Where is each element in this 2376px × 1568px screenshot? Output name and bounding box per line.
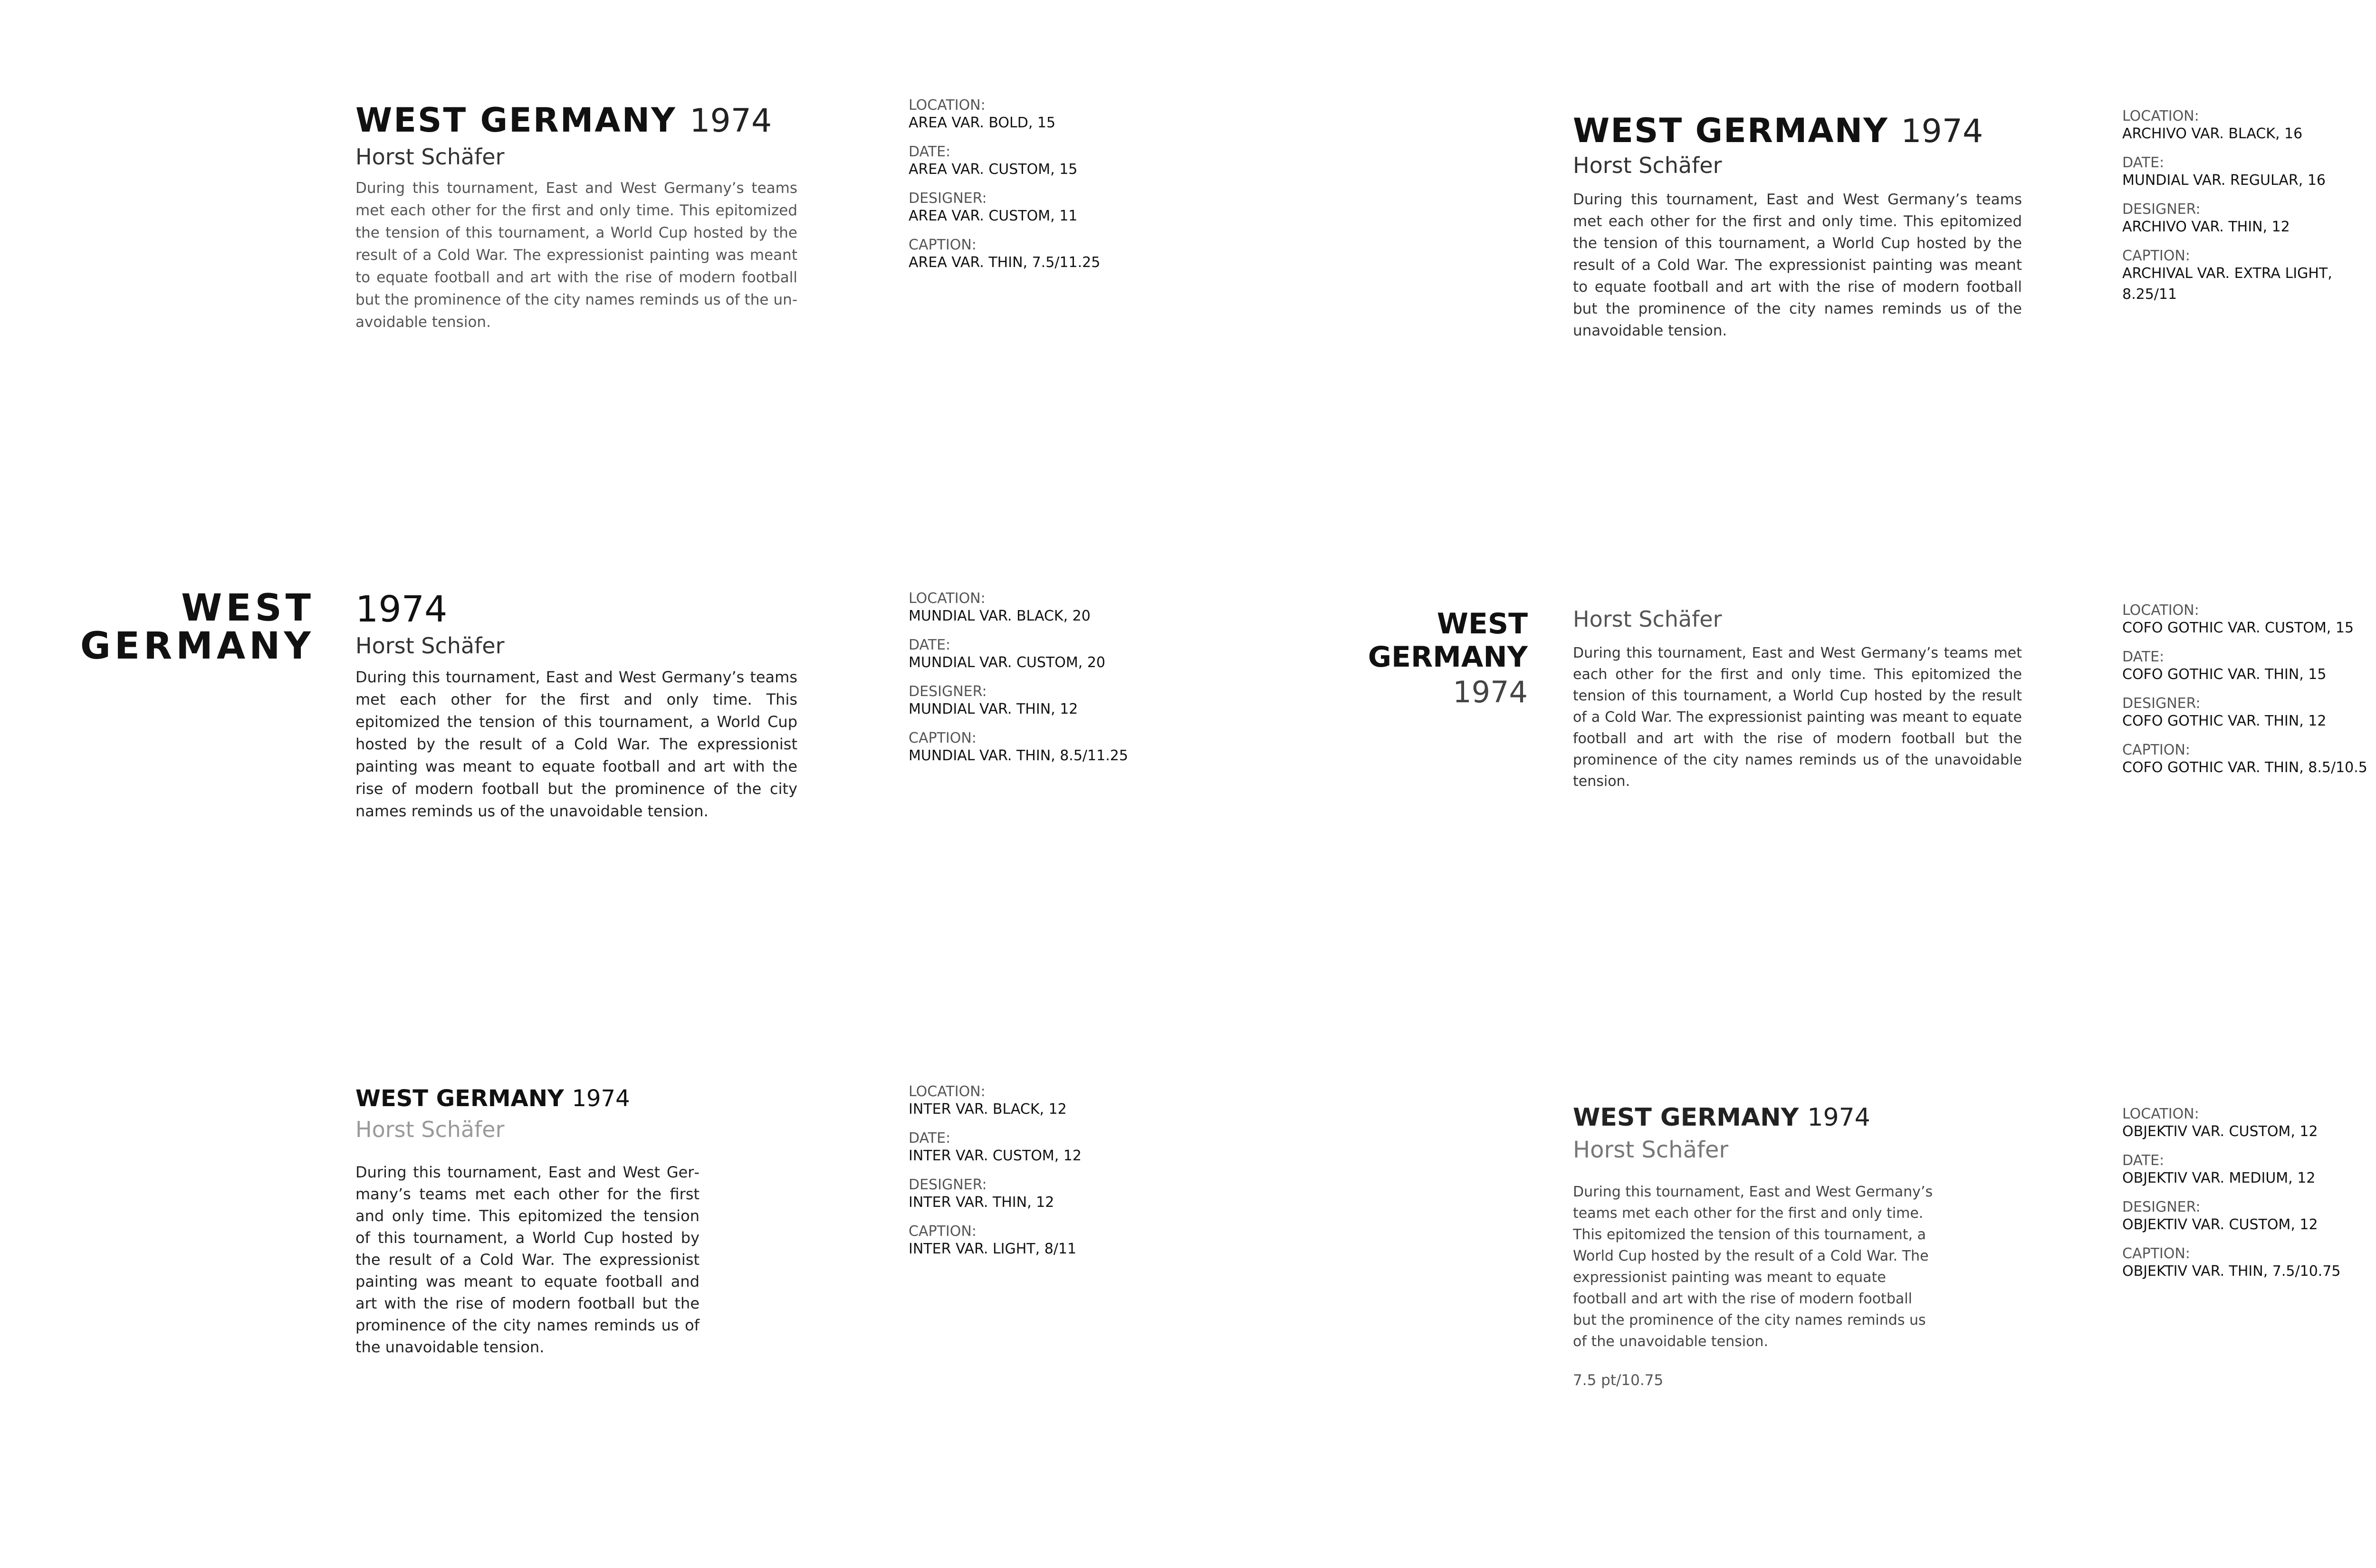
spec-value-location: ARCHIVO VAR. BLACK, 16 [2122, 125, 2303, 142]
designer-name: Horst Schäfer [355, 1117, 505, 1142]
date-year: 1974 [1901, 113, 1983, 150]
spec-label-designer: DESIGNER: [2122, 1199, 2201, 1215]
spec-label-location: LOCATION: [909, 1083, 986, 1100]
designer-name: Horst Schäfer [1573, 153, 1722, 178]
date-year: 1974 [1807, 1103, 1870, 1132]
spec-value-designer: MUNDIAL VAR. THIN, 12 [909, 701, 1078, 717]
spec-list-mundial [909, 592, 1175, 766]
spec-label-date: DATE: [2122, 154, 2165, 171]
spec-value-date: COFO GOTHIC VAR. THIN, 15 [2122, 666, 2327, 683]
designer-name: Horst Schäfer [355, 144, 505, 170]
location-title-line1: WEST [181, 587, 315, 630]
spec-label-location: LOCATION: [2122, 108, 2199, 124]
location-title-line1: WEST [1437, 607, 1528, 641]
spec-label-date: DATE: [2122, 1152, 2165, 1169]
designer-name: Horst Schäfer [1573, 606, 1722, 632]
spec-label-location: LOCATION: [909, 590, 986, 607]
location-title-stacked [1354, 607, 1528, 710]
spec-label-date: DATE: [909, 637, 951, 653]
caption-text: During this tournament, East and West Germany’s teams met each other for the first and only time. This epitomized the tension of this tournament, a World Cup hosted by the result of a Cold War. The expressionist painting was meant to equate football and art with the rise of modern football but the prominence of the city names reminds us of the unavoidable tension. [355, 180, 797, 331]
date-year: 1974 [355, 588, 448, 630]
spec-label-caption: CAPTION: [909, 237, 977, 253]
spec-label-designer: DESIGNER: [909, 683, 987, 700]
spec-value-designer: INTER VAR. THIN, 12 [909, 1194, 1054, 1211]
spec-label-location: LOCATION: [2122, 602, 2199, 619]
designer-name: Horst Schäfer [1573, 1137, 1729, 1163]
designer-name: Horst Schäfer [355, 633, 505, 659]
date-year: 1974 [572, 1085, 630, 1112]
spec-value-location: OBJEKTIV VAR. CUSTOM, 12 [2122, 1123, 2318, 1140]
spec-value-designer: OBJEKTIV VAR. CUSTOM, 12 [2122, 1216, 2318, 1233]
spec-list-archivo [2122, 109, 2376, 305]
spec-value-date: MUNDIAL VAR. REGULAR, 16 [2122, 172, 2326, 189]
date-year: 1974 [690, 102, 772, 140]
spec-value-date: AREA VAR. CUSTOM, 15 [909, 161, 1078, 178]
specimen-cofo-gothic [1573, 608, 2022, 792]
caption-text: During this tournament, East and West Germany’s teams met each other for the first and only time. This epitomized the tension of this tournament, a World Cup hosted by the result of a Cold War. The expressionist painting was meant to equate football and art with the rise of modern football but the prominence of the city names reminds us of the unavoidable tension. [1573, 191, 2022, 339]
spec-label-caption: CAPTION: [2122, 248, 2190, 264]
spec-value-caption: OBJEKTIV VAR. THIN, 7.5/10.75 [2122, 1263, 2341, 1280]
spec-label-designer: DESIGNER: [909, 190, 987, 207]
spec-list-cofo-gothic [2122, 603, 2376, 778]
location-title-stacked [71, 587, 315, 668]
location-title-line2: GERMANY [1368, 641, 1528, 674]
location-title: WEST GERMANY 1974 [1573, 1103, 1870, 1132]
spec-value-date: MUNDIAL VAR. CUSTOM, 20 [909, 654, 1105, 671]
specimen-mundial [355, 588, 797, 822]
caption-text: During this tournament, East and West Germany’s teams met each other for the first and only time. This epitomized the tension of this tournament, a World Cup hosted by the result of a Cold War. The expressionist painting was meant to equate football and art with the rise of modern football but the prominence of the city names reminds us of the unavoidable tension. [1573, 645, 2022, 790]
date-year: 1974 [1453, 675, 1528, 709]
spec-label-designer: DESIGNER: [2122, 201, 2201, 218]
specimen-objektiv [1573, 1105, 1934, 1388]
spec-value-location: INTER VAR. BLACK, 12 [909, 1101, 1067, 1118]
spec-list-inter [909, 1085, 1175, 1260]
spec-label-designer: DESIGNER: [909, 1176, 987, 1193]
spec-label-caption: CAPTION: [909, 730, 977, 746]
specimen-area [355, 101, 797, 334]
spec-list-objektiv [2122, 1107, 2376, 1282]
spec-value-caption: MUNDIAL VAR. THIN, 8.5/11.25 [909, 747, 1128, 764]
location-title-line2: GERMANY [80, 625, 315, 668]
specimen-inter [355, 1087, 699, 1358]
spec-label-date: DATE: [2122, 649, 2165, 665]
caption-text: During this tournament, East and West Germany’s teams met each other for the first and only time. This epitomized the tension of this tournament, a World Cup hosted by the result of a Cold War. The expressionist painting was meant to equate football and art with the rise of modern football but the prominence of the city names reminds us of the unavoidable tension. [1573, 1184, 1933, 1350]
spec-value-location: COFO GOTHIC VAR. CUSTOM, 15 [2122, 620, 2354, 636]
caption-size-note: 7.5 pt/10.75 [1573, 1372, 1664, 1389]
location-title: WEST GERMANY 1974 [1573, 111, 1983, 150]
spec-value-designer: ARCHIVO VAR. THIN, 12 [2122, 219, 2290, 235]
spec-label-location: LOCATION: [909, 97, 986, 114]
spec-value-designer: COFO GOTHIC VAR. THIN, 12 [2122, 713, 2327, 729]
spec-list-area [909, 98, 1175, 273]
caption-text: During this tournament, East and West Germany’s teams met each other for the first and only time. This epitomized the tension of this tournament, a World Cup hosted by the result of a Cold War. The expressionist painting was meant to equate football and art with the rise of modern football but the prominence of the city names reminds us of the unavoidable tension. [355, 1163, 699, 1356]
spec-label-caption: CAPTION: [909, 1223, 977, 1240]
caption-text: During this tournament, East and West Germany’s teams met each other for the first and only time. This epitomized the tension of this tournament, a World Cup hosted by the result of a Cold War. The expressionist painting was meant to equate football and art with the rise of modern football but the prominence of the city names reminds us of the unavoidable tension. [355, 668, 797, 820]
location-title: WEST GERMANY 1974 [355, 101, 772, 140]
spec-value-location: AREA VAR. BOLD, 15 [909, 115, 1056, 131]
spec-value-designer: AREA VAR. CUSTOM, 11 [909, 208, 1078, 224]
spec-label-date: DATE: [909, 143, 951, 160]
spec-label-date: DATE: [909, 1130, 951, 1147]
spec-value-caption: ARCHIVAL VAR. EXTRA LIGHT, 8.25/11 [2122, 265, 2332, 303]
spec-value-date: OBJEKTIV VAR. MEDIUM, 12 [2122, 1170, 2316, 1186]
spec-label-designer: DESIGNER: [2122, 695, 2201, 712]
spec-value-location: MUNDIAL VAR. BLACK, 20 [909, 608, 1091, 624]
spec-label-location: LOCATION: [2122, 1106, 2199, 1122]
spec-label-caption: CAPTION: [2122, 742, 2190, 758]
spec-value-caption: INTER VAR. LIGHT, 8/11 [909, 1241, 1077, 1257]
spec-value-caption: AREA VAR. THIN, 7.5/11.25 [909, 254, 1101, 271]
location-title: WEST GERMANY 1974 [355, 1085, 630, 1112]
spec-value-caption: COFO GOTHIC VAR. THIN, 8.5/10.5 [2122, 759, 2367, 776]
spec-label-caption: CAPTION: [2122, 1245, 2190, 1262]
spec-value-date: INTER VAR. CUSTOM, 12 [909, 1147, 1082, 1164]
specimen-archivo [1573, 111, 2022, 342]
